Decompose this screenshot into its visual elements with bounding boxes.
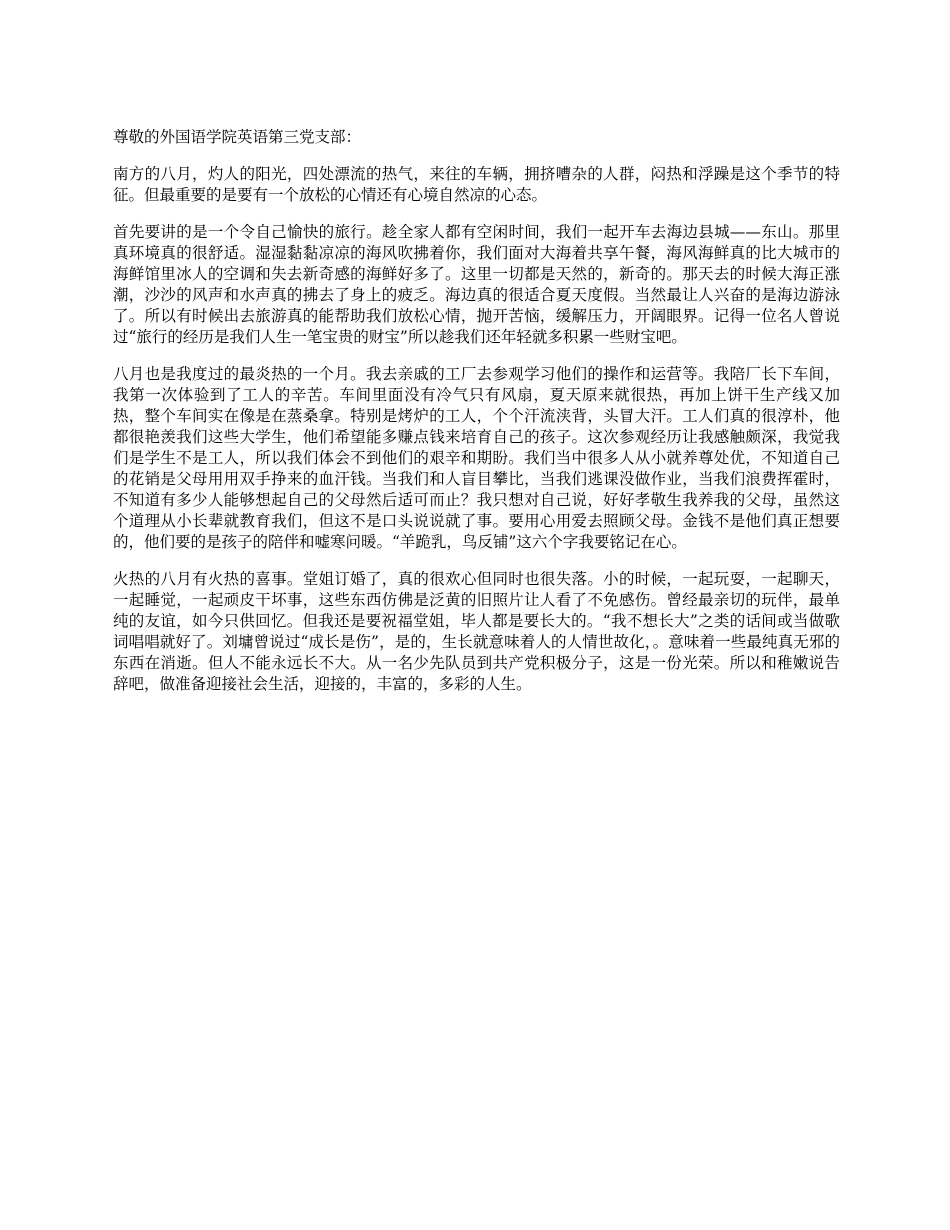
paragraph-august-weather: 南方的八月，灼人的阳光，四处漂流的热气，来往的车辆，拥挤嘈杂的人群，闷热和浮躁是这个季节的特征。但最重要的是要有一个放松的心情还有心境自然凉的心态。 [113,165,840,204]
paragraph-trip-dongshan: 首先要讲的是一个令自己愉快的旅行。趁全家人都有空闲时间，我们一起开车去海边县城——东山。那里真环境真的很舒适。湿湿黏黏凉凉的海风吹拂着你，我们面对大海着共享午餐，海风海鲜真的比大城市的海鲜馆里冰人的空调和失去新奇感的海鲜好多了。这里一切都是天然的，新奇的。那天去的时候大海正涨潮，沙沙的风声和水声真的拂去了身上的疲乏。海边真的很适合夏天度假。当然最让人兴奋的是海边游泳了。所以有时候出去旅游真的能帮助我们放松心情，抛开苦恼，缓解压力，开阔眼界。记得一位名人曾说过“旅行的经历是我们人生一笔宝贵的财宝”所以趁我们还年轻就多积累一些财宝吧。 [113,223,840,346]
paragraph-factory-visit: 八月也是我度过的最炎热的一个月。我去亲戚的工厂去参观学习他们的操作和运营等。我陪厂长下车间，我第一次体验到了工人的辛苦。车间里面没有冷气只有风扇，夏天原来就很热，再加上饼干生产线又加热，整个车间实在像是在蒸桑拿。特别是烤炉的工人，个个汗流浃背，头冒大汗。工人们真的很淳朴，他都很艳羡我们这些大学生，他们希望能多赚点钱来培育自己的孩子。这次参观经历让我感触颇深，我觉我们是学生不是工人，所以我们体会不到他们的艰辛和期盼。我们当中很多人从小就养尊处优，不知道自己的花销是父母用用双手挣来的血汗钱。当我们和人盲目攀比，当我们逃课没做作业，当我们浪费挥霍时，不知道有多少人能够想起自己的父母然后适可而止？我只想对自己说，好好孝敬生我养我的父母，虽然这个道理从小长辈就教育我们，但这不是口头说说就了事。要用心用爱去照顾父母。金钱不是他们真正想要的，他们要的是孩子的陪伴和嘘寒问暖。“羊跪乳，鸟反铺”这六个字我要铭记在心。 [113,365,840,551]
salutation: 尊敬的外国语学院英语第三党支部： [113,128,362,146]
paragraph-cousin-engagement: 火热的八月有火热的喜事。堂姐订婚了，真的很欢心但同时也很失落。小的时候，一起玩耍，一起聊天，一起睡觉，一起顽皮干坏事，这些东西仿佛是泛黄的旧照片让人看了不免感伤。曾经最亲切的玩伴，最单纯的友谊，如今只供回忆。但我还是要祝福堂姐，毕人都是要长大的。“我不想长大”之类的话间或当做歌词唱唱就好了。刘墉曾说过“成长是伤”，是的，生长就意味着人的人情世故化，。意味着一些最纯真无邪的东西在消逝。但人不能永远长不大。从一名少先队员到共产党积极分子，这是一份光荣。所以和稚嫩说告辞吧，做准备迎接社会生活，迎接的，丰富的，多彩的人生。 [113,570,840,693]
document-page [113,127,840,711]
